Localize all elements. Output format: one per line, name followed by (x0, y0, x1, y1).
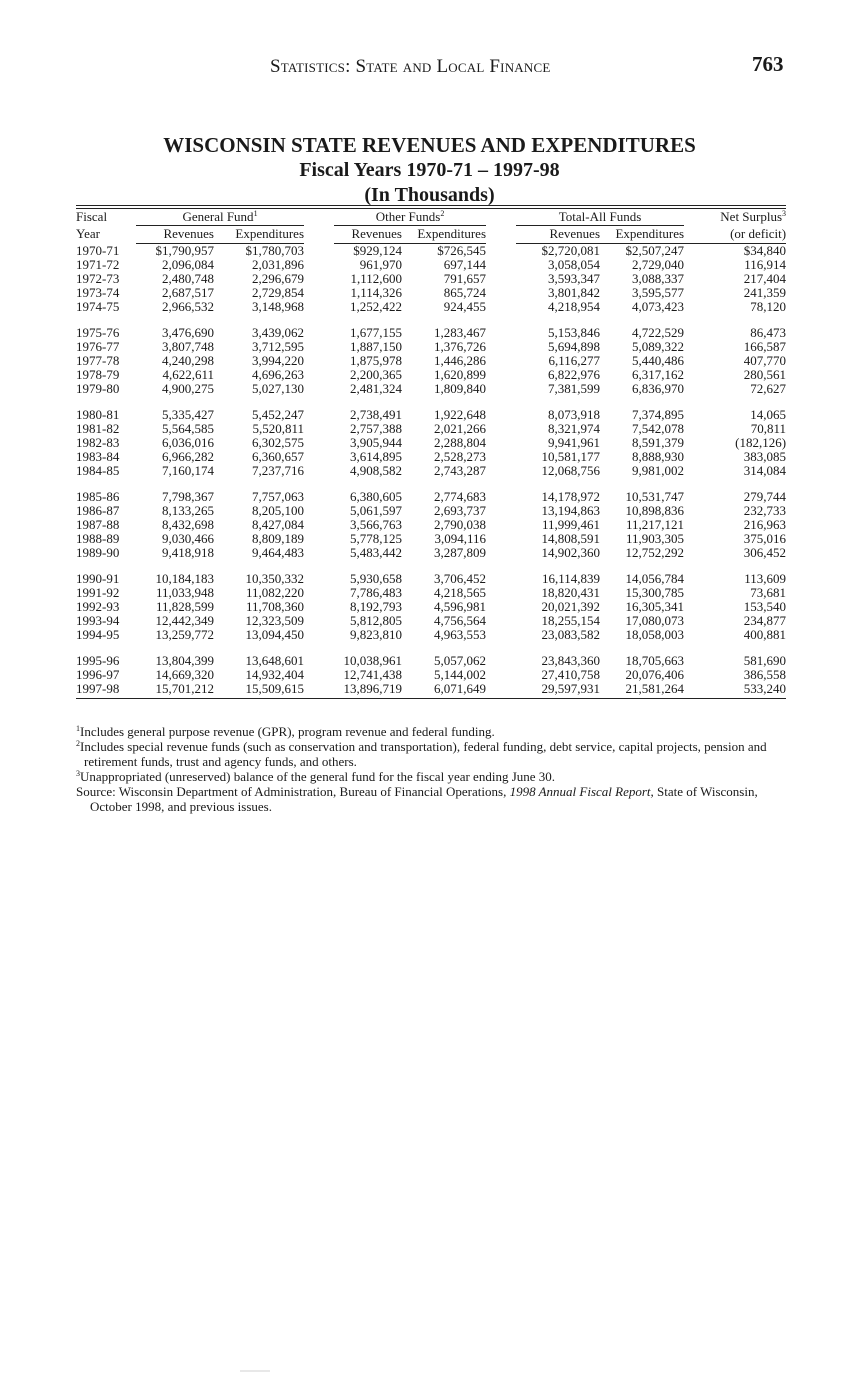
cell-general-expenditures: 2,729,854 (252, 285, 304, 300)
header-general-expenditures: Expenditures (214, 226, 304, 244)
cell-total-revenues: 13,194,863 (541, 503, 601, 518)
table-row (76, 518, 786, 532)
cell-total-revenues: 12,068,756 (541, 463, 601, 478)
cell-net-surplus: (182,126) (735, 435, 787, 450)
cell-total-expenditures: 5,089,322 (632, 339, 685, 354)
running-head (0, 52, 859, 82)
cell-total-expenditures: 20,076,406 (625, 667, 685, 682)
cell-other-expenditures: 2,693,737 (434, 503, 487, 518)
cell-other-revenues: 3,614,895 (350, 449, 402, 464)
cell-total-revenues: 8,321,974 (548, 421, 601, 436)
cell-net-surplus: 279,744 (743, 489, 787, 504)
cell-net-surplus: 241,359 (743, 285, 787, 300)
cell-general-revenues: 8,133,265 (162, 503, 214, 518)
cell-total-expenditures: 4,073,423 (632, 299, 685, 314)
cell-total-expenditures: 8,591,379 (632, 435, 685, 450)
header-general-fund: General Fund$^1$ (136, 209, 304, 226)
revenue-expenditure-table (76, 209, 786, 699)
cell-net-surplus: 73,681 (750, 585, 787, 600)
table-row (76, 382, 786, 396)
cell-net-surplus: 533,240 (743, 681, 787, 696)
cell-other-expenditures: 6,071,649 (434, 681, 487, 696)
cell-general-revenues: 6,036,016 (162, 435, 214, 450)
cell-other-expenditures: 1,620,899 (434, 367, 487, 382)
cell-total-expenditures: 21,581,264 (625, 681, 685, 696)
cell-year: 1991-92 (76, 585, 120, 600)
cell-other-expenditures: 3,287,809 (434, 545, 487, 560)
cell-other-expenditures: 1,376,726 (434, 339, 487, 354)
cell-other-revenues: 5,483,442 (350, 545, 402, 560)
cell-total-expenditures: $2,507,247 (625, 243, 685, 258)
cell-total-expenditures: 11,903,305 (626, 531, 685, 546)
cell-other-expenditures: 924,455 (443, 299, 487, 314)
cell-total-revenues: 14,178,972 (541, 489, 601, 504)
cell-total-revenues: 3,801,842 (548, 285, 601, 300)
cell-other-revenues: 1,677,155 (350, 325, 402, 340)
cell-total-revenues: 5,153,846 (548, 325, 601, 340)
table-row (76, 326, 786, 340)
source-note: Source: Wisconsin Department of Administration, Bureau of Financial Operations, 1998 Annual Fiscal Report, State of Wisconsin, October 1998, and previous issues. (76, 784, 758, 814)
cell-other-revenues: 2,738,491 (350, 407, 402, 422)
cell-general-expenditures: 3,994,220 (252, 353, 304, 368)
cell-general-revenues: 4,240,298 (162, 353, 214, 368)
cell-other-expenditures: 2,021,266 (434, 421, 487, 436)
cell-other-expenditures: 2,743,287 (434, 463, 487, 478)
table-row (76, 436, 786, 450)
cell-other-expenditures: 2,528,273 (434, 449, 487, 464)
cell-net-surplus: 78,120 (750, 299, 787, 314)
cell-other-revenues: 3,566,763 (350, 517, 402, 532)
cell-year: 1982-83 (76, 435, 120, 450)
cell-general-revenues: 8,432,698 (162, 517, 214, 532)
cell-general-revenues: 6,966,282 (162, 449, 214, 464)
table-row (76, 464, 786, 478)
cell-year: 1990-91 (76, 571, 120, 586)
scan-mark (240, 1370, 270, 1372)
cell-general-revenues: 9,418,918 (162, 545, 214, 560)
cell-general-expenditures: 3,712,595 (252, 339, 304, 354)
cell-general-revenues: 5,564,585 (162, 421, 214, 436)
cell-other-revenues: 6,380,605 (350, 489, 402, 504)
cell-general-expenditures: 7,237,716 (252, 463, 304, 478)
table-row (76, 532, 786, 546)
table-row (76, 368, 786, 382)
cell-general-expenditures: 8,809,189 (252, 531, 304, 546)
cell-total-expenditures: 3,088,337 (632, 271, 685, 286)
cell-general-revenues: 11,033,948 (155, 585, 214, 600)
footnote-2: $^2$Includes special revenue funds (such as conservation and transportation), federal funding, debt service, capital projects, pension and retirement funds, trust and agency funds, and others. (76, 739, 767, 769)
table-row (76, 408, 786, 422)
cell-total-revenues: 6,116,277 (548, 353, 601, 368)
cell-other-revenues: 5,778,125 (350, 531, 402, 546)
cell-total-revenues: 16,114,839 (541, 571, 601, 586)
cell-total-expenditures: 16,305,341 (625, 599, 685, 614)
cell-total-revenues: 4,218,954 (548, 299, 601, 314)
cell-total-expenditures: 14,056,784 (625, 571, 685, 586)
cell-other-expenditures: 4,756,564 (434, 613, 487, 628)
cell-other-revenues: 8,192,793 (350, 599, 402, 614)
cell-net-surplus: 306,452 (743, 545, 787, 560)
cell-other-expenditures: 3,706,452 (434, 571, 487, 586)
cell-general-revenues: 13,804,399 (155, 653, 214, 668)
cell-other-revenues: 13,896,719 (343, 681, 402, 696)
table-row (76, 286, 786, 300)
cell-total-expenditures: 5,440,486 (632, 353, 685, 368)
cell-general-expenditures: 10,350,332 (245, 571, 304, 586)
cell-other-revenues: 5,812,805 (350, 613, 402, 628)
cell-general-expenditures: 5,520,811 (252, 421, 304, 436)
cell-net-surplus: 216,963 (743, 517, 787, 532)
table-row (76, 628, 786, 642)
cell-other-revenues: 7,786,483 (350, 585, 402, 600)
cell-year: 1975-76 (76, 325, 120, 340)
cell-general-expenditures: 14,932,404 (245, 667, 304, 682)
cell-other-expenditures: 5,144,002 (434, 667, 487, 682)
running-title: Statistics: State and Local Finance (270, 56, 551, 77)
cell-total-revenues: 5,694,898 (548, 339, 601, 354)
cell-general-expenditures: 15,509,615 (245, 681, 304, 696)
header-other-expenditures: Expenditures (402, 226, 486, 244)
header-net-surplus: Net Surplus$^3$ (720, 209, 787, 225)
cell-general-expenditures: 2,296,679 (252, 271, 304, 286)
cell-year: 1986-87 (76, 503, 120, 518)
cell-other-revenues: 12,741,438 (343, 667, 402, 682)
cell-general-expenditures: 3,439,062 (252, 325, 304, 340)
title-line-3: (In Thousands) (364, 184, 495, 206)
cell-total-expenditures: 6,317,162 (632, 367, 685, 382)
cell-total-expenditures: 3,595,577 (632, 285, 685, 300)
cell-year: 1974-75 (76, 299, 120, 314)
header-total-all-funds: Total-All Funds (516, 209, 684, 226)
cell-total-revenues: 27,410,758 (541, 667, 601, 682)
cell-general-expenditures: 11,082,220 (245, 585, 304, 600)
title-line-2: Fiscal Years 1970-71 – 1997-98 (299, 159, 560, 181)
cell-other-revenues: 961,970 (359, 257, 402, 272)
table-title (0, 133, 859, 208)
cell-general-expenditures: 2,031,896 (252, 257, 304, 272)
cell-other-revenues: 2,481,324 (350, 381, 402, 396)
cell-other-revenues: 3,905,944 (350, 435, 402, 450)
header-row-1 (76, 209, 786, 226)
cell-total-revenues: 8,073,918 (548, 407, 601, 422)
table-row (76, 668, 786, 682)
header-net-sub: (or deficit) (684, 226, 786, 244)
cell-other-revenues: 5,061,597 (350, 503, 402, 518)
cell-other-expenditures: 697,144 (443, 257, 487, 272)
cell-total-expenditures: 2,729,040 (632, 257, 685, 272)
cell-net-surplus: 581,690 (743, 653, 787, 668)
cell-year: 1976-77 (76, 339, 120, 354)
cell-total-revenues: 3,058,054 (548, 257, 601, 272)
cell-total-expenditures: 7,374,895 (632, 407, 685, 422)
cell-total-expenditures: 9,981,002 (632, 463, 685, 478)
cell-total-expenditures: 6,836,970 (632, 381, 685, 396)
cell-total-revenues: 9,941,961 (548, 435, 601, 450)
cell-other-expenditures: 1,809,840 (434, 381, 487, 396)
cell-year: 1987-88 (76, 517, 120, 532)
cell-general-expenditures: 5,027,130 (252, 381, 304, 396)
cell-year: 1985-86 (76, 489, 120, 504)
cell-year: 1995-96 (76, 653, 120, 668)
cell-total-revenues: 23,843,360 (541, 653, 601, 668)
header-other-funds: Other Funds$^2$ (334, 209, 486, 226)
cell-other-expenditures: 4,218,565 (434, 585, 487, 600)
title-line-1: WISCONSIN STATE REVENUES AND EXPENDITURES (163, 133, 696, 157)
cell-net-surplus: 217,404 (743, 271, 787, 286)
cell-year: 1997-98 (76, 681, 120, 696)
header-total-expenditures: Expenditures (600, 226, 684, 244)
cell-general-revenues: 10,184,183 (155, 571, 214, 586)
cell-general-revenues: 13,259,772 (155, 627, 214, 642)
cell-other-expenditures: 5,057,062 (434, 653, 487, 668)
cell-total-revenues: 11,999,461 (541, 517, 601, 532)
cell-general-revenues: 2,480,748 (162, 271, 214, 286)
cell-year: 1989-90 (76, 545, 120, 560)
cell-year: 1996-97 (76, 667, 120, 682)
table-row (76, 546, 786, 560)
table-row (76, 340, 786, 354)
cell-other-revenues: 5,930,658 (350, 571, 402, 586)
cell-general-revenues: 15,701,212 (155, 681, 214, 696)
cell-total-expenditures: 8,888,930 (632, 449, 685, 464)
cell-general-expenditures: 4,696,263 (252, 367, 304, 382)
cell-net-surplus: 375,016 (743, 531, 787, 546)
cell-year: 1983-84 (76, 449, 120, 464)
cell-general-revenues: 4,622,611 (162, 367, 214, 382)
cell-total-expenditures: 18,058,003 (625, 627, 685, 642)
cell-other-revenues: 1,114,326 (350, 285, 402, 300)
cell-other-expenditures: 1,283,467 (434, 325, 487, 340)
cell-net-surplus: 383,085 (743, 449, 787, 464)
cell-net-surplus: 234,877 (743, 613, 787, 628)
cell-year: 1992-93 (76, 599, 120, 614)
cell-general-revenues: 12,442,349 (155, 613, 214, 628)
cell-year: 1979-80 (76, 381, 120, 396)
cell-total-expenditures: 11,217,121 (626, 517, 685, 532)
cell-other-expenditures: $726,545 (437, 243, 487, 258)
cell-other-expenditures: 1,446,286 (434, 353, 487, 368)
cell-total-revenues: 18,255,154 (541, 613, 601, 628)
cell-general-expenditures: 13,094,450 (245, 627, 304, 642)
cell-total-revenues: 6,822,976 (548, 367, 601, 382)
cell-net-surplus: 86,473 (750, 325, 787, 340)
cell-net-surplus: 113,609 (744, 571, 787, 586)
cell-total-revenues: 23,083,582 (541, 627, 601, 642)
table-body (76, 244, 786, 700)
table-bottom-rule (76, 699, 786, 700)
cell-total-revenues: 3,593,347 (548, 271, 601, 286)
cell-net-surplus: 70,811 (750, 421, 787, 436)
revenue-table-container (76, 205, 786, 699)
cell-year: 1984-85 (76, 463, 120, 478)
cell-total-expenditures: 10,531,747 (625, 489, 685, 504)
cell-other-revenues: $929,124 (353, 243, 402, 258)
cell-other-revenues: 1,252,422 (350, 299, 402, 314)
header-general-revenues: Revenues (136, 226, 214, 244)
cell-general-expenditures: 5,452,247 (252, 407, 304, 422)
cell-year: 1972-73 (76, 271, 120, 286)
cell-general-expenditures: 3,148,968 (252, 299, 304, 314)
cell-year: 1971-72 (76, 257, 120, 272)
cell-net-surplus: 166,587 (743, 339, 787, 354)
cell-general-revenues: 3,476,690 (162, 325, 214, 340)
cell-year: 1988-89 (76, 531, 120, 546)
table-row (76, 682, 786, 699)
cell-net-surplus: 386,558 (743, 667, 787, 682)
table-row (76, 654, 786, 668)
cell-other-expenditures: 4,596,981 (434, 599, 487, 614)
table-row (76, 272, 786, 286)
table-row (76, 490, 786, 504)
cell-total-revenues: 14,808,591 (541, 531, 601, 546)
cell-other-revenues: 2,200,365 (350, 367, 402, 382)
cell-other-revenues: 1,887,150 (350, 339, 402, 354)
table-row (76, 244, 786, 259)
cell-total-revenues: 7,381,599 (548, 381, 601, 396)
cell-net-surplus: 116,914 (744, 257, 787, 272)
cell-total-revenues: $2,720,081 (541, 243, 601, 258)
cell-general-revenues: 11,828,599 (155, 599, 214, 614)
cell-other-revenues: 1,112,600 (350, 271, 402, 286)
cell-year: 1981-82 (76, 421, 120, 436)
page-number: 763 (752, 52, 784, 76)
cell-total-expenditures: 18,705,663 (625, 653, 685, 668)
cell-net-surplus: 280,561 (743, 367, 787, 382)
cell-year: 1973-74 (76, 285, 120, 300)
cell-general-revenues: 3,807,748 (162, 339, 214, 354)
cell-net-surplus: 232,733 (743, 503, 787, 518)
cell-general-revenues: 2,966,532 (162, 299, 214, 314)
table-row (76, 572, 786, 586)
cell-net-surplus: 400,881 (743, 627, 787, 642)
cell-general-expenditures: $1,780,703 (245, 243, 304, 258)
cell-general-expenditures: 6,360,657 (252, 449, 304, 464)
cell-other-revenues: 2,757,388 (350, 421, 402, 436)
cell-total-revenues: 14,902,360 (541, 545, 601, 560)
table-row (76, 586, 786, 600)
cell-net-surplus: 407,770 (743, 353, 787, 368)
header-total-revenues: Revenues (516, 226, 600, 244)
cell-total-expenditures: 12,752,292 (625, 545, 685, 560)
cell-total-revenues: 29,597,931 (541, 681, 601, 696)
cell-net-surplus: 153,540 (743, 599, 787, 614)
cell-general-revenues: $1,790,957 (155, 243, 214, 258)
header-row-2 (76, 226, 786, 244)
table-row (76, 258, 786, 272)
cell-general-expenditures: 6,302,575 (252, 435, 304, 450)
cell-other-revenues: 9,823,810 (350, 627, 402, 642)
cell-other-expenditures: 865,724 (443, 285, 487, 300)
cell-year: 1978-79 (76, 367, 120, 382)
cell-total-revenues: 20,021,392 (541, 599, 601, 614)
cell-total-revenues: 10,581,177 (541, 449, 601, 464)
cell-general-expenditures: 8,205,100 (252, 503, 304, 518)
cell-general-expenditures: 8,427,084 (252, 517, 304, 532)
header-fiscal: Fiscal (76, 209, 108, 225)
cell-general-revenues: 14,669,320 (155, 667, 214, 682)
cell-year: 1970-71 (76, 242, 120, 258)
cell-year: 1993-94 (76, 613, 120, 628)
table-row (76, 354, 786, 368)
cell-general-expenditures: 11,708,360 (245, 599, 304, 614)
table-row (76, 300, 786, 314)
cell-year: 1994-95 (76, 627, 120, 642)
cell-general-expenditures: 9,464,483 (252, 545, 304, 560)
cell-total-expenditures: 17,080,073 (625, 613, 685, 628)
cell-other-revenues: 10,038,961 (343, 653, 402, 668)
cell-total-expenditures: 10,898,836 (625, 503, 685, 518)
cell-other-revenues: 1,875,978 (350, 353, 402, 368)
table-row (76, 600, 786, 614)
cell-year: 1977-78 (76, 353, 120, 368)
cell-other-expenditures: 791,657 (443, 271, 487, 286)
header-other-revenues: Revenues (334, 226, 402, 244)
table-row (76, 504, 786, 518)
cell-general-revenues: 2,687,517 (162, 285, 214, 300)
table-row (76, 614, 786, 628)
cell-general-revenues: 9,030,466 (162, 531, 214, 546)
cell-total-expenditures: 4,722,529 (632, 325, 685, 340)
cell-total-expenditures: 7,542,078 (632, 421, 685, 436)
cell-other-expenditures: 3,094,116 (434, 531, 487, 546)
cell-other-expenditures: 2,790,038 (434, 517, 487, 532)
cell-other-expenditures: 1,922,648 (434, 407, 487, 422)
cell-general-revenues: 5,335,427 (162, 407, 214, 422)
cell-other-revenues: 4,908,582 (350, 463, 402, 478)
table-row (76, 422, 786, 436)
cell-net-surplus: $34,840 (743, 243, 787, 258)
table-row (76, 450, 786, 464)
cell-general-expenditures: 13,648,601 (245, 653, 304, 668)
cell-other-expenditures: 4,963,553 (434, 627, 487, 642)
footnotes (76, 724, 796, 814)
footnote-3: $^3$Unappropriated (unreserved) balance of the general fund for the fiscal year ending June 30. (76, 769, 556, 784)
cell-general-revenues: 7,160,174 (162, 463, 214, 478)
cell-net-surplus: 14,065 (750, 407, 787, 422)
cell-net-surplus: 314,084 (743, 463, 787, 478)
header-year: Year (76, 226, 100, 241)
cell-total-revenues: 18,820,431 (541, 585, 601, 600)
cell-total-expenditures: 15,300,785 (625, 585, 685, 600)
cell-general-expenditures: 12,323,509 (245, 613, 304, 628)
cell-general-expenditures: 7,757,063 (252, 489, 304, 504)
cell-other-expenditures: 2,774,683 (434, 489, 487, 504)
cell-year: 1980-81 (76, 407, 120, 422)
footnote-1: $^1$Includes general purpose revenue (GPR), program revenue and federal funding. (76, 724, 495, 739)
cell-general-revenues: 4,900,275 (162, 381, 214, 396)
cell-other-expenditures: 2,288,804 (434, 435, 487, 450)
cell-net-surplus: 72,627 (750, 381, 787, 396)
cell-general-revenues: 2,096,084 (162, 257, 214, 272)
cell-general-revenues: 7,798,367 (162, 489, 214, 504)
